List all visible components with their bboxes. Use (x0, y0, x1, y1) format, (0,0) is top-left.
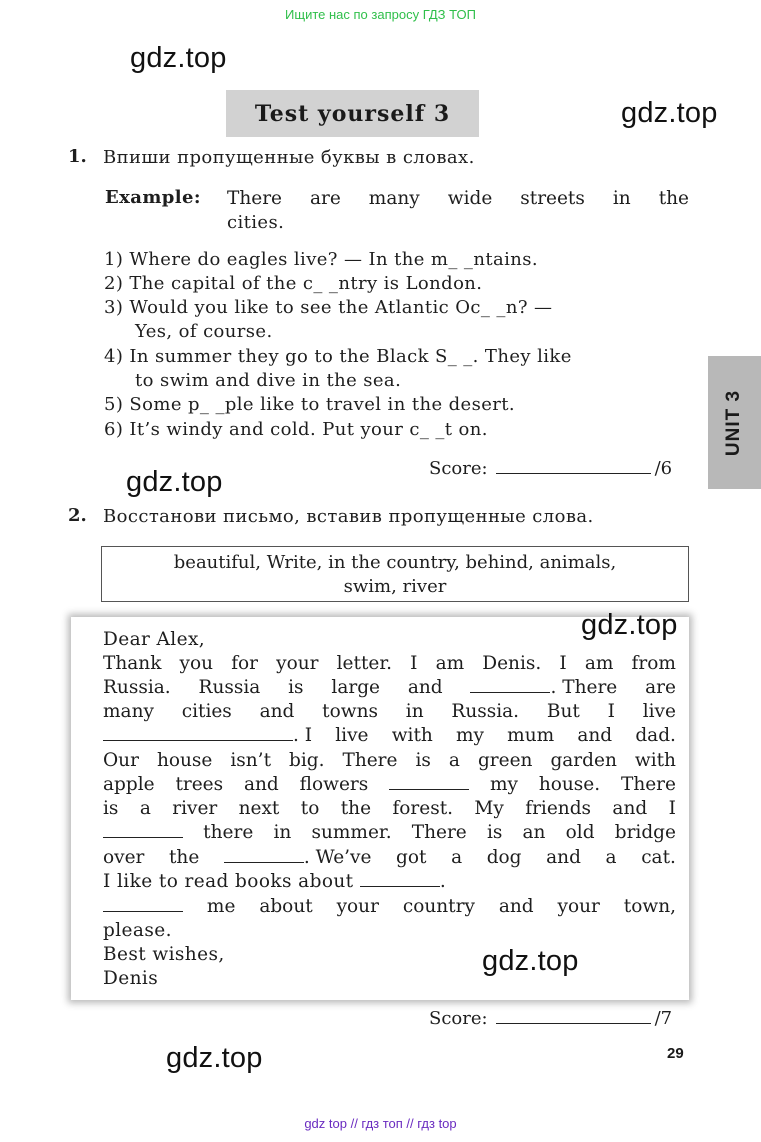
word: my (455, 725, 484, 746)
exercise-instruction: Восстанови письмо, вставив пропущенные слова. (103, 506, 594, 527)
exercise-item: 1) Where do eagles live? — In the m_ _ntains. (104, 249, 538, 270)
word: an (522, 822, 546, 843)
word: and (498, 896, 534, 917)
word: . We’ve (303, 847, 372, 868)
word: and (546, 847, 581, 868)
word: Russia. (103, 677, 171, 698)
header-search-link[interactable]: Ищите нас по запросу ГДЗ ТОП (285, 7, 476, 22)
word: is (288, 677, 304, 698)
letter-closing: Best wishes, (103, 944, 225, 965)
word: Denis. (482, 653, 542, 674)
word: over (103, 847, 145, 868)
watermark: gdz.top (482, 945, 579, 977)
word-bank-line: swim, river (343, 576, 447, 597)
word: towns (322, 701, 378, 722)
section-title-box (226, 90, 479, 137)
word: river (172, 798, 218, 819)
example-continuation: cities. (227, 212, 285, 233)
word: Russia. (451, 701, 520, 722)
word: is (415, 750, 431, 771)
word: dad. (635, 725, 676, 746)
word: your (276, 653, 319, 674)
word: many (103, 701, 154, 722)
word: to (300, 798, 320, 819)
exercise-item: 3) Would you like to see the Atlantic Oc_ _n? — (104, 297, 553, 318)
word: about (259, 896, 313, 917)
word: and (577, 725, 613, 746)
word: house (156, 750, 213, 771)
word: Russia (198, 677, 261, 698)
word: a (451, 847, 463, 868)
word-bank-box (101, 546, 689, 602)
example-word: streets (520, 188, 585, 209)
letter-line (103, 870, 446, 894)
word: There (620, 774, 676, 795)
exercise-instruction: Впиши пропущенные буквы в словах. (103, 147, 475, 168)
word: with (391, 725, 433, 746)
exercise-item: 2) The capital of the c_ _ntry is London. (104, 273, 483, 294)
word: But (546, 701, 580, 722)
score-max: /7 (654, 1008, 673, 1029)
example-sentence (227, 187, 689, 211)
exercise-number: 1. (68, 146, 87, 167)
word: you (179, 653, 214, 674)
word: your (336, 896, 379, 917)
word: cities (181, 701, 232, 722)
word: is (103, 798, 119, 819)
word: with (634, 750, 676, 771)
page-number: 29 (667, 1045, 684, 1062)
word: I (607, 701, 615, 722)
word: is (486, 822, 503, 843)
score-line-1 (429, 457, 672, 481)
answer-blank[interactable] (103, 895, 183, 912)
word: my (489, 774, 518, 795)
word: a (448, 750, 460, 771)
answer-blank[interactable] (389, 773, 469, 790)
word: live (335, 725, 369, 746)
word: bridge (614, 822, 676, 843)
letter-line (103, 821, 676, 845)
word: your (557, 896, 600, 917)
example-word: wide (447, 188, 493, 209)
word: old (565, 822, 595, 843)
word: big. (289, 750, 325, 771)
word: in (273, 822, 292, 843)
example-word: many (368, 188, 420, 209)
word: town, (623, 896, 676, 917)
score-blank[interactable] (496, 1007, 651, 1024)
example-label: Example: (105, 187, 201, 208)
word: from (631, 653, 676, 674)
watermark: gdz.top (130, 42, 227, 74)
word: country (402, 896, 475, 917)
word: for (231, 653, 259, 674)
word: I (410, 653, 418, 674)
score-blank[interactable] (496, 457, 651, 474)
word: flowers (299, 774, 369, 795)
word: I (559, 653, 567, 674)
word: and (259, 701, 295, 722)
answer-blank[interactable] (224, 846, 304, 863)
word: My (474, 798, 504, 819)
footer-links[interactable]: gdz top // гдз топ // гдз top (304, 1116, 457, 1131)
word: Thank (103, 653, 162, 674)
word: the (169, 847, 200, 868)
example-word: in (612, 188, 631, 209)
word: . There (550, 677, 618, 698)
watermark: gdz.top (126, 466, 223, 498)
score-max: /6 (654, 458, 673, 479)
unit-side-tab (708, 356, 761, 489)
unit-label: UNIT 3 (723, 389, 745, 456)
letter-text: I like to read books about (103, 871, 354, 892)
word: friends (525, 798, 592, 819)
word: letter. (336, 653, 393, 674)
word: me (206, 896, 236, 917)
exercise-number: 2. (68, 505, 87, 526)
example-word: There (227, 188, 282, 209)
exercise-item-cont: to swim and dive in the sea. (135, 370, 402, 391)
letter-line (103, 895, 676, 919)
word: and (243, 774, 279, 795)
word: in (405, 701, 424, 722)
word: large (331, 677, 380, 698)
answer-blank[interactable] (360, 870, 440, 887)
section-title: Test yourself 3 (254, 100, 451, 127)
letter-line (103, 797, 676, 821)
word: summer. (311, 822, 392, 843)
letter-line (103, 652, 676, 676)
score-label: Score: (429, 1008, 488, 1029)
word: am (435, 653, 465, 674)
word: a (605, 847, 617, 868)
word: house. (538, 774, 601, 795)
letter-line (103, 773, 676, 797)
letter-line (103, 749, 676, 773)
word: mum (507, 725, 555, 746)
word: isn’t (230, 750, 271, 771)
word: cat. (641, 847, 676, 868)
exercise-item-cont: Yes, of course. (135, 321, 273, 342)
word: there (203, 822, 254, 843)
word: and (612, 798, 648, 819)
word: live (642, 701, 676, 722)
watermark: gdz.top (621, 97, 718, 129)
word: dog (486, 847, 522, 868)
word: a (139, 798, 151, 819)
word: and (407, 677, 443, 698)
answer-blank[interactable] (103, 724, 293, 741)
word: garden (550, 750, 617, 771)
word: got (396, 847, 427, 868)
word: trees (175, 774, 224, 795)
letter-text: please. (103, 920, 172, 941)
watermark: gdz.top (581, 609, 678, 641)
exercise-item: 5) Some p_ _ple like to travel in the desert. (104, 394, 516, 415)
word: next (238, 798, 280, 819)
word: forest. (392, 798, 454, 819)
letter-line (103, 846, 676, 870)
example-word: the (658, 188, 689, 209)
letter-greeting: Dear Alex, (103, 629, 206, 650)
exercise-item: 4) In summer they go to the Black S_ _. They like (104, 346, 572, 367)
answer-blank[interactable] (103, 821, 183, 838)
word: green (477, 750, 533, 771)
word: . I (293, 725, 313, 746)
letter-line (103, 676, 676, 700)
exercise-item: 6) It’s windy and cold. Put your c_ _t on. (104, 419, 488, 440)
word-bank-line: beautiful, Write, in the country, behind, animals, (173, 552, 617, 573)
word: apple (103, 774, 155, 795)
watermark: gdz.top (166, 1042, 263, 1074)
word: the (340, 798, 372, 819)
word: There (411, 822, 467, 843)
letter-line (103, 700, 676, 724)
score-label: Score: (429, 458, 488, 479)
word: are (645, 677, 676, 698)
letter-signature: Denis (103, 968, 159, 989)
letter-line (103, 724, 676, 748)
word: I (668, 798, 676, 819)
word: Our (103, 750, 139, 771)
example-word: are (309, 188, 341, 209)
letter-text: . (439, 871, 447, 892)
score-line-2 (429, 1007, 672, 1031)
answer-blank[interactable] (470, 676, 550, 693)
word: am (584, 653, 614, 674)
word: There (342, 750, 398, 771)
